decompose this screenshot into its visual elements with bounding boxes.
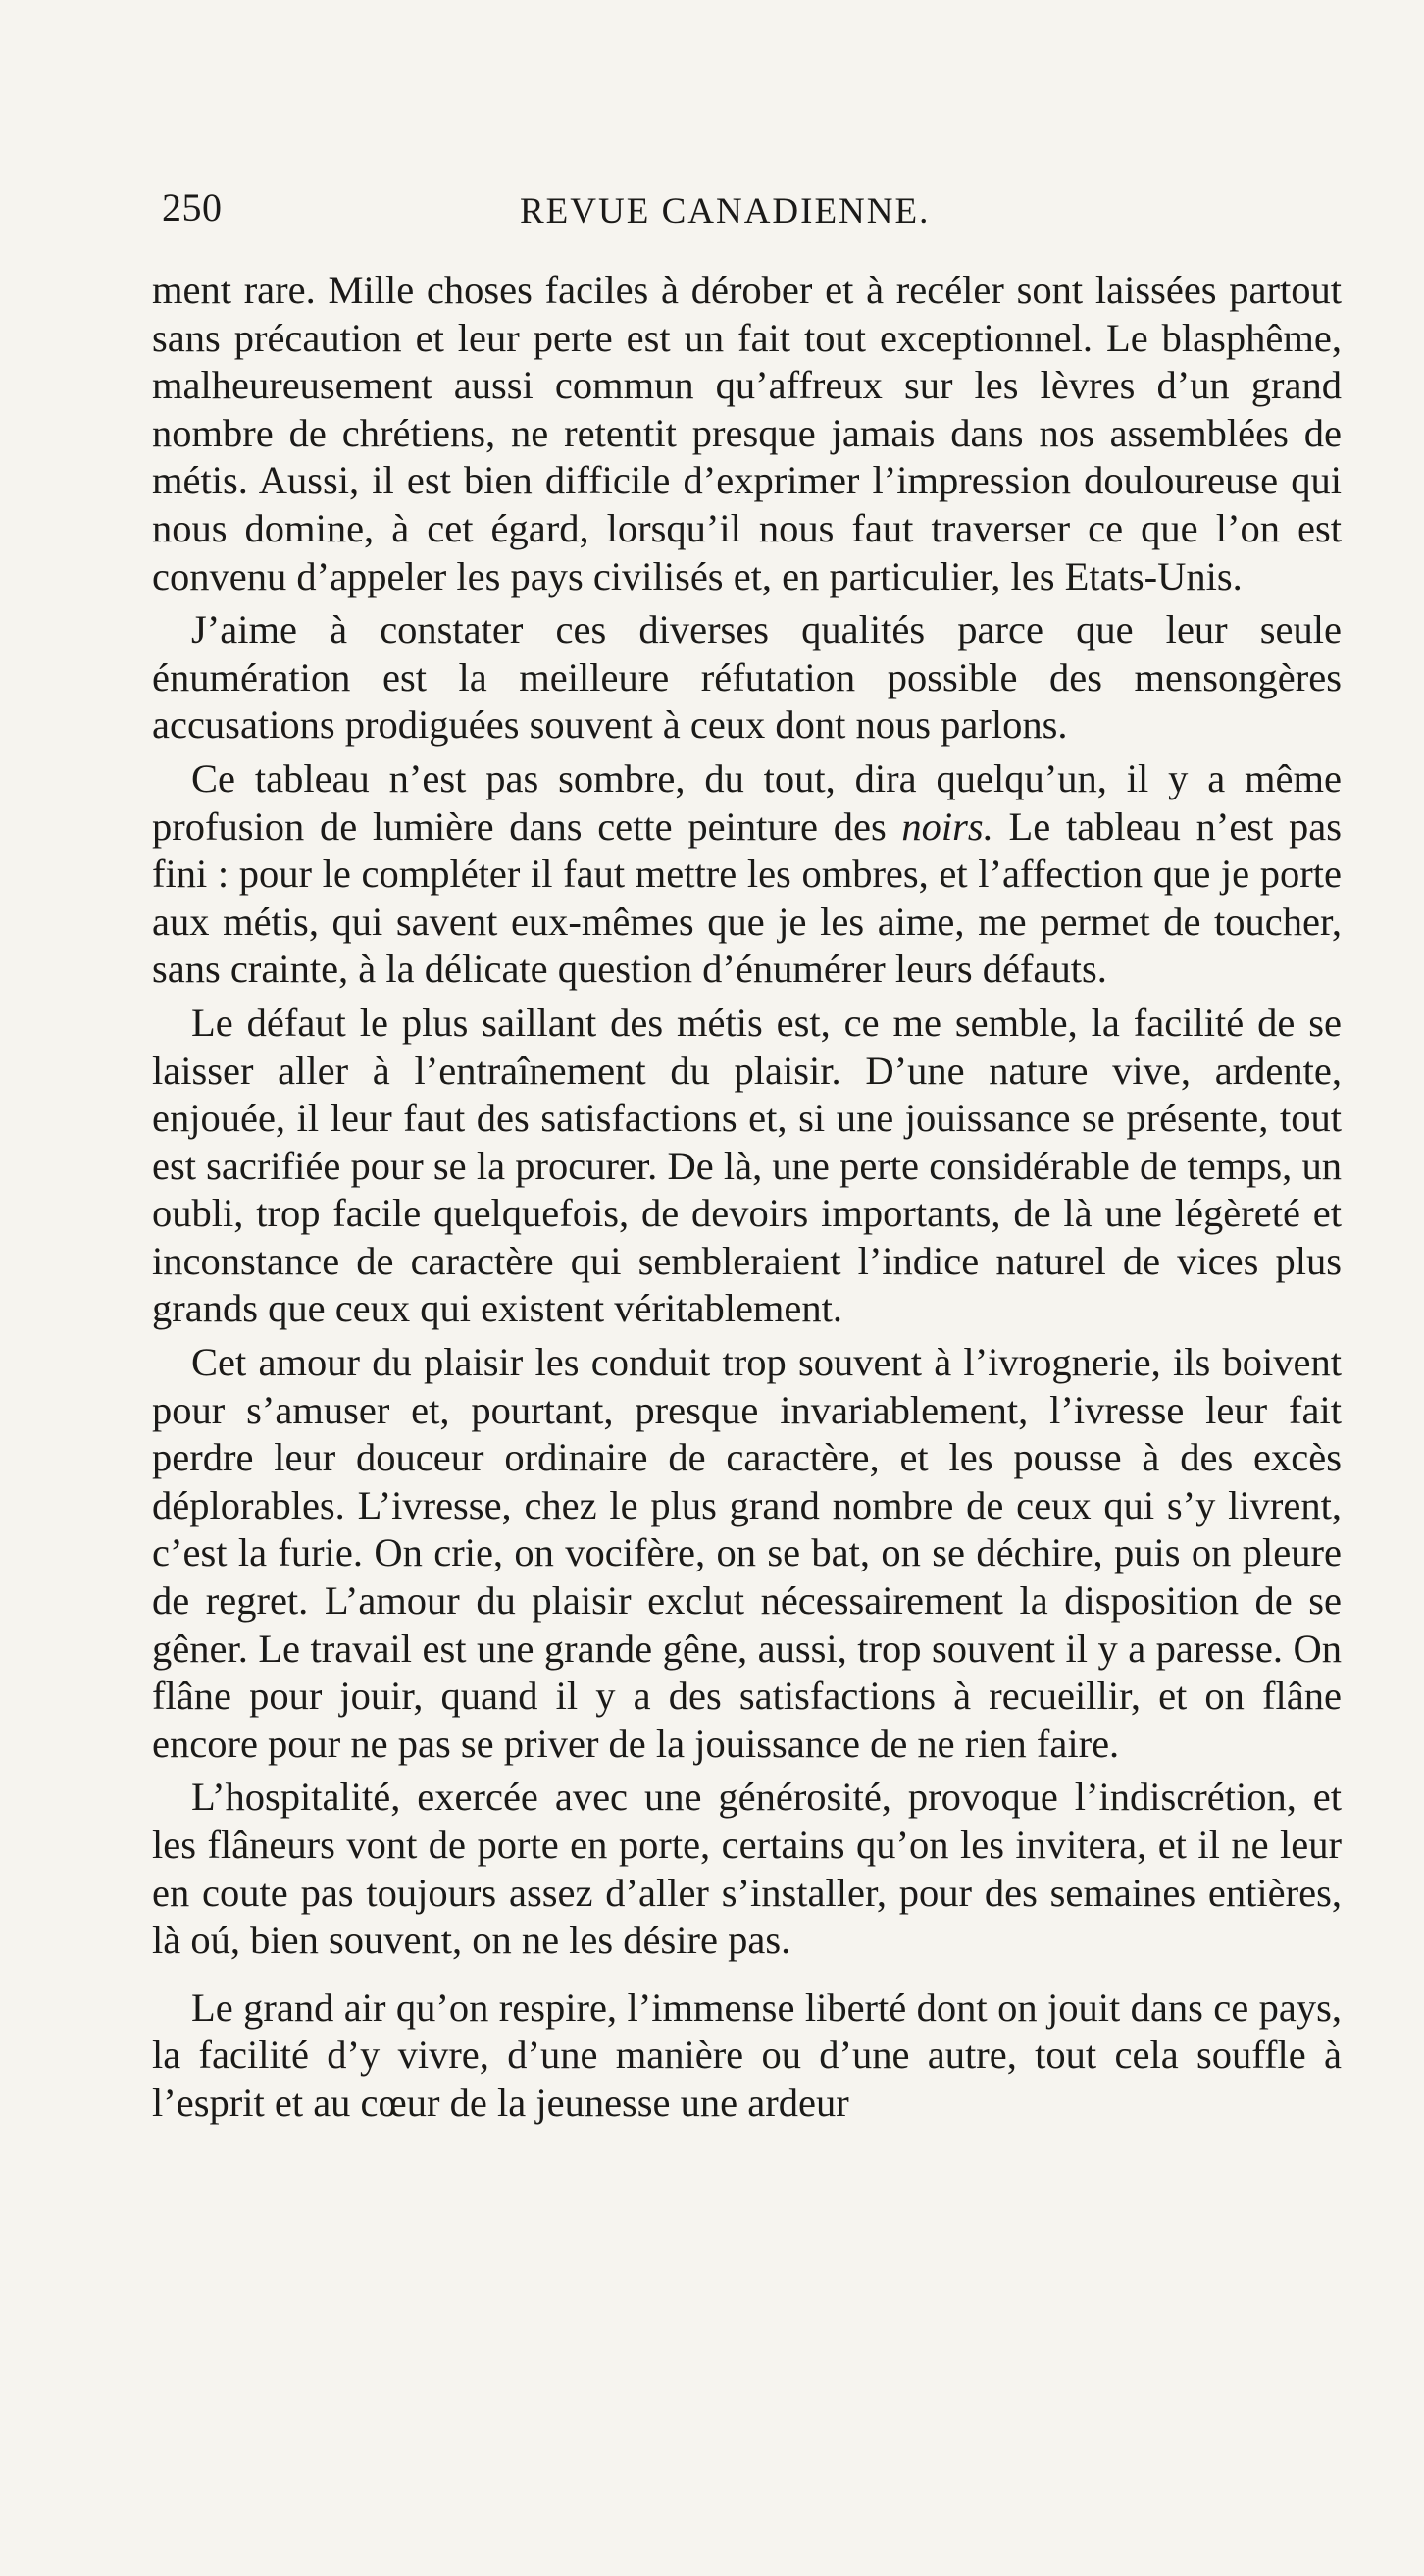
running-head — [162, 184, 1339, 243]
paragraph-defaut: Le défaut le plus saillant des métis est, ce me semble, la facilité de se laisser aller à l’entraînement du plaisir. D’une nature vive, ardente, enjouée, il leur faut des satisfactions et, si une jouissance se présente, tout est sacrifiée pour se la procurer. De là, une perte considérable de temps, un oubli, trop facile quelquefois, de devoirs importants, de là une légèreté et inconstance de caractère qui sembleraient l’indice naturel de vices plus grands que ceux qui existent véritablement. — [152, 1000, 1342, 1331]
paragraph-hospitalite: L’hospitalité, exercée avec une générosité, provoque l’indiscrétion, et les flâneurs vont de porte en porte, certains qu’on les invitera, et il ne leur en coute pas toujours assez d’aller s’installer, pour des semaines entières, là oú, bien souvent, on ne les désire pas. — [152, 1775, 1342, 1963]
paragraph-tableau — [152, 755, 1342, 994]
paragraph-tableau-text-2: Le tableau n’est pas fini : pour le compléter il faut mettre les ombres, et l’affection que je porte aux métis, qui savent eux-mêmes que je les aime, me permet de toucher, sans crainte, à la délicate question d’énumérer leurs défauts. — [152, 803, 1342, 992]
paragraph-qualities: J’aime à constater ces diverses qualités parce que leur seule énumération est la meilleure réfutation possible des mensongères accusations prodiguées souvent à ceux dont nous parlons. — [152, 607, 1342, 747]
paragraph-tableau-text-1: Ce tableau n’est pas sombre, du tout, dira quelqu’un, il y a même profusion de lumière dans cette peinture des — [152, 755, 1342, 849]
page-number: 250 — [162, 185, 223, 230]
journal-title: REVUE CANADIENNE. — [520, 191, 931, 232]
body-text — [152, 267, 1342, 2128]
italic-word-noirs: noirs. — [901, 803, 993, 849]
paragraph-continued: ment rare. Mille choses faciles à dérober et à recéler sont laissées partout sans précaution et leur perte est un fait tout exceptionnel. Le blasphême, malheureusement aussi commun qu’affreux sur les lèvres d’un grand nombre de chrétiens, ne retentit presque jamais dans nos assemblées de métis. Aussi, il est bien difficile d’exprimer l’impression douloureuse qui nous domine, à cet égard, lorsqu’il nous faut traverser ce que l’on est convenu d’appeler les pays civilisés et, en particulier, les Etats-Unis. — [152, 268, 1342, 598]
paragraph-grand-air: Le grand air qu’on respire, l’immense liberté dont on jouit dans ce pays, la facilité d’y vivre, d’une manière ou d’une autre, tout cela souffle à l’esprit et au cœur de la jeunesse une ardeur — [152, 1984, 1342, 2125]
paragraph-ivrognerie: Cet amour du plaisir les conduit trop souvent à l’ivrognerie, ils boivent pour s’amuser et, pourtant, presque invariablement, l’ivresse leur fait perdre leur douceur ordinaire de caractère, et les pousse à des excès déplorables. L’ivresse, chez le plus grand nombre de ceux qui s’y livrent, c’est la furie. On crie, on vocifère, on se bat, on se déchire, puis on pleure de regret. L’amour du plaisir exclut nécessairement la disposition de se gêner. Le travail est une grande gêne, aussi, trop souvent il y a paresse. On flâne pour jouir, quand il y a des satisfactions à recueillir, et on flâne encore pour ne pas se priver de la jouissance de ne rien faire. — [152, 1340, 1342, 1766]
